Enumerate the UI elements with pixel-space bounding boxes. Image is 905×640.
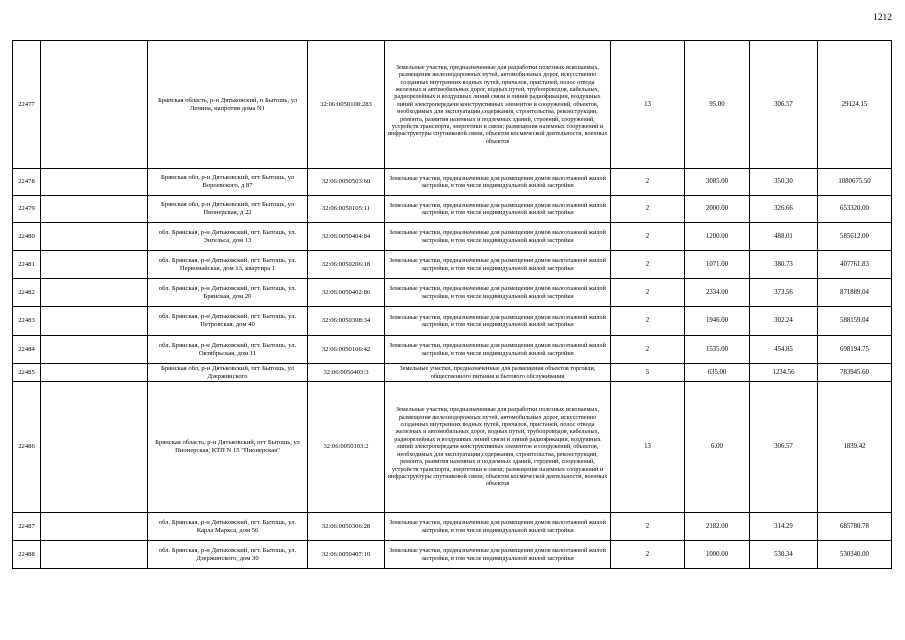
rate-cell: 302.24 [750, 307, 818, 336]
rate-cell: 530.34 [750, 541, 818, 569]
rate-cell: 1234.56 [750, 364, 818, 382]
value-cell: 653320.00 [818, 196, 892, 223]
area-cell: 1071.00 [685, 251, 750, 279]
area-cell: 1000.00 [685, 541, 750, 569]
cadastral-number-cell: 32:06:0050404:84 [308, 223, 385, 251]
table-row [13, 279, 892, 307]
group-cell: 13 [611, 41, 685, 169]
group-cell: 2 [611, 541, 685, 569]
table-row [13, 223, 892, 251]
purpose-cell: Земельные участки, предназначенные для размещения объектов торговли, общественного питания и бытового обслуживания [385, 364, 611, 382]
cadastral-number-cell: 32:06:0050407:10 [308, 541, 385, 569]
row-id: 22484 [13, 336, 41, 364]
table-row [13, 169, 892, 196]
empty-cell [41, 336, 148, 364]
group-cell: 2 [611, 279, 685, 307]
empty-cell [41, 223, 148, 251]
area-cell: 1946.00 [685, 307, 750, 336]
value-cell: 585612.00 [818, 223, 892, 251]
cadastral-number-cell: 32:06:0050503:60 [308, 169, 385, 196]
table-row [13, 307, 892, 336]
row-id: 22479 [13, 196, 41, 223]
group-cell: 2 [611, 513, 685, 541]
group-cell: 2 [611, 169, 685, 196]
empty-cell [41, 279, 148, 307]
value-cell: 530340.00 [818, 541, 892, 569]
area-cell: 2182.00 [685, 513, 750, 541]
empty-cell [41, 541, 148, 569]
address-cell: обл. Брянская, р-н Дятьковский, пгт. Бытошь, ул. Октябрьская, дом 11 [148, 336, 308, 364]
purpose-cell: Земельные участки, предназначенные для размещения домов малоэтажной жилой застройки, в том числе индивидуальной жилой застройки [385, 307, 611, 336]
rate-cell: 488.01 [750, 223, 818, 251]
row-id: 22485 [13, 364, 41, 382]
group-cell: 2 [611, 223, 685, 251]
address-cell: Брянская обл, р-н Дятьковский, пгт Бытошь, ул Вороевского, д 87 [148, 169, 308, 196]
area-cell: 3085.00 [685, 169, 750, 196]
row-id: 22486 [13, 382, 41, 513]
address-cell: обл. Брянская, р-н Дятьковский, пгт. Бытошь, ул. Первомайская, дом 13, квартира 1 [148, 251, 308, 279]
value-cell: 588159.04 [818, 307, 892, 336]
purpose-cell: Земельные участки, предназначенные для размещения домов малоэтажной жилой застройки, в том числе индивидуальной жилой застройки [385, 541, 611, 569]
row-id: 22480 [13, 223, 41, 251]
address-cell: обл. Брянская, р-н Дятьковский, пгт. Бытошь, ул. Брянская, дом 20 [148, 279, 308, 307]
cadastral-number-cell: 32:06:0050306:28 [308, 513, 385, 541]
purpose-cell: Земельные участки, предназначенные для размещения домов малоэтажной жилой застройки, в том числе индивидуальной жилой застройки [385, 223, 611, 251]
cadastral-number-cell: 32:06:0050206:18 [308, 251, 385, 279]
address-cell: обл. Брянская, р-н Дятьковский, пгт. Бытошь, ул. Энгельса, дом 13 [148, 223, 308, 251]
table-row [13, 513, 892, 541]
empty-cell [41, 307, 148, 336]
cadastral-number-cell: 32:06:0050103:2 [308, 382, 385, 513]
table-row [13, 196, 892, 223]
area-cell: 2000.00 [685, 196, 750, 223]
row-id: 22487 [13, 513, 41, 541]
cadastral-number-cell: 32:06:0050106:42 [308, 336, 385, 364]
group-cell: 5 [611, 364, 685, 382]
address-cell: Брянская обл, р-н Дятьковский, пгт Бытошь, ул Пионерская, д 22 [148, 196, 308, 223]
rate-cell: 350.30 [750, 169, 818, 196]
area-cell: 95.00 [685, 41, 750, 169]
value-cell: 1839.42 [818, 382, 892, 513]
address-cell: Брянская область, р-н Дятьковский, п Бытошь, ул Ленина, напротив дома N1 [148, 41, 308, 169]
value-cell: 698194.75 [818, 336, 892, 364]
purpose-cell: Земельные участки, предназначенные для разработки полезных ископаемых, размещения железнодорожных путей, автомобильных дорог, искусственно созданных внутренних водных путей, причалов, пристаней, полос отвода железных и автомобильных дорог, водных путей, трубопроводов, кабельных, радиорелейных и воздушных линий связи и линий радиофикации, воздушных линий электропередачи конструктивных элементов и сооружений, объектов, необходимых для эксплуатации,содержания, строительства, реконструкции, ремонта, развития наземных и подземных зданий, строений, сооружений, устройств транспорта, энергетики и связи; размещения наземных сооружений и инфраструктуры спутниковой связи, объектов космической деятельности, военных объектов [385, 41, 611, 169]
cadastral-number-cell: 32:06:0050402:86 [308, 279, 385, 307]
address-cell: Брянская обл, р-н Дятьковский, пгт Бытошь, ул Дзержинского [148, 364, 308, 382]
land-plots-table [12, 40, 892, 569]
purpose-cell: Земельные участки, предназначенные для разработки полезных ископаемых, размещения железнодорожных путей, автомобильных дорог, искусственно созданных внутренних водных путей, причалов, пристаней, полос отвода железных и автомобильных дорог, водных путей, трубопроводов, кабельных, радиорелейных и воздушных линий связи и линий радиофикации, воздушных линий электропередачи конструктивных элементов и сооружений, объектов, необходимых для эксплуатации,содержания, строительства, реконструкции, ремонта, развития наземных и подземных зданий, строений, сооружений, устройств транспорта, энергетики и связи; размещения наземных сооружений и инфраструктуры спутниковой связи, объектов космической деятельности, военных объектов [385, 382, 611, 513]
rate-cell: 306.57 [750, 382, 818, 513]
area-cell: 635.00 [685, 364, 750, 382]
row-id: 22478 [13, 169, 41, 196]
cadastral-number-cell: 32:06:0050403:3 [308, 364, 385, 382]
table-row [13, 541, 892, 569]
empty-cell [41, 364, 148, 382]
purpose-cell: Земельные участки, предназначенные для размещения домов малоэтажной жилой застройки, в том числе индивидуальной жилой застройки [385, 196, 611, 223]
empty-cell [41, 196, 148, 223]
row-id: 22477 [13, 41, 41, 169]
table-row [13, 364, 892, 382]
group-cell: 2 [611, 336, 685, 364]
value-cell: 685780.78 [818, 513, 892, 541]
area-cell: 1200.00 [685, 223, 750, 251]
value-cell: 1080675.50 [818, 169, 892, 196]
cadastral-number-cell: 32:06:0050105:11 [308, 196, 385, 223]
group-cell: 2 [611, 196, 685, 223]
empty-cell [41, 382, 148, 513]
row-id: 22488 [13, 541, 41, 569]
cadastral-number-cell: 32:06:0050308:34 [308, 307, 385, 336]
value-cell: 783945.60 [818, 364, 892, 382]
rate-cell: 380.73 [750, 251, 818, 279]
value-cell: 871889.04 [818, 279, 892, 307]
empty-cell [41, 169, 148, 196]
rate-cell: 373.56 [750, 279, 818, 307]
row-id: 22481 [13, 251, 41, 279]
group-cell: 13 [611, 382, 685, 513]
address-cell: обл. Брянская, р-н Дятьковский, пгт. Бытошь, ул. Карла Маркса, дом 56 [148, 513, 308, 541]
area-cell: 6.00 [685, 382, 750, 513]
table-row [13, 41, 892, 169]
area-cell: 2334.00 [685, 279, 750, 307]
rate-cell: 326.66 [750, 196, 818, 223]
purpose-cell: Земельные участки, предназначенные для размещения домов малоэтажной жилой застройки, в том числе индивидуальной жилой застройки [385, 336, 611, 364]
address-cell: Брянская область, р-н Дятьковский, пгт Бытошь, ул Пионерская, КТП N 15 "Пионерская" [148, 382, 308, 513]
address-cell: обл. Брянская, р-н Дятьковский, пгт. Бытошь, ул. Дзержинского, дом 30 [148, 541, 308, 569]
cadastral-number-cell: 32:06:0050108:283 [308, 41, 385, 169]
purpose-cell: Земельные участки, предназначенные для размещения домов малоэтажной жилой застройки, в том числе индивидуальной жилой застройки [385, 169, 611, 196]
purpose-cell: Земельные участки, предназначенные для размещения домов малоэтажной жилой застройки, в том числе индивидуальной жилой застройки [385, 513, 611, 541]
purpose-cell: Земельные участки, предназначенные для размещения домов малоэтажной жилой застройки, в том числе индивидуальной жилой застройки [385, 251, 611, 279]
table-row [13, 251, 892, 279]
group-cell: 2 [611, 307, 685, 336]
empty-cell [41, 41, 148, 169]
empty-cell [41, 251, 148, 279]
value-cell: 407761.83 [818, 251, 892, 279]
rate-cell: 314.29 [750, 513, 818, 541]
empty-cell [41, 513, 148, 541]
group-cell: 2 [611, 251, 685, 279]
table-row [13, 382, 892, 513]
value-cell: 29124.15 [818, 41, 892, 169]
rate-cell: 306.57 [750, 41, 818, 169]
row-id: 22483 [13, 307, 41, 336]
address-cell: обл. Брянская, р-н Дятьковский, пгт. Бытошь, ул. Петровская, дом 40 [148, 307, 308, 336]
table-row [13, 336, 892, 364]
rate-cell: 454.85 [750, 336, 818, 364]
purpose-cell: Земельные участки, предназначенные для размещения домов малоэтажной жилой застройки, в том числе индивидуальной жилой застройки [385, 279, 611, 307]
row-id: 22482 [13, 279, 41, 307]
area-cell: 1535.00 [685, 336, 750, 364]
page-number: 1212 [873, 13, 892, 23]
